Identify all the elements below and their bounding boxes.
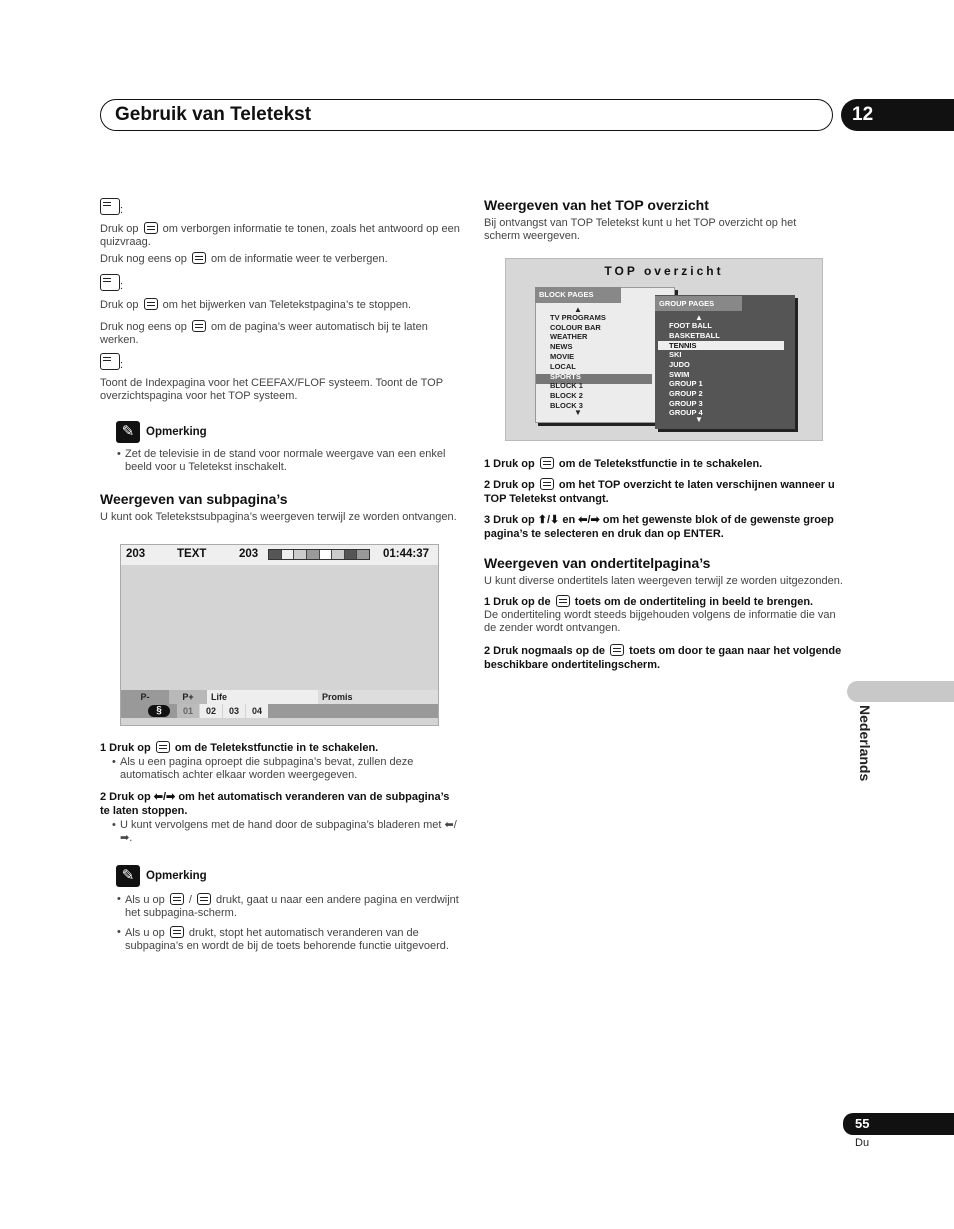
right-step-1a: 1 Druk op: [484, 458, 538, 470]
block-pages-header: BLOCK PAGES: [535, 287, 621, 303]
left-column: [100, 198, 460, 524]
screen-subpage-04: 04: [246, 704, 268, 718]
note-2-b1m: /: [185, 894, 195, 906]
teletext-icon: [156, 741, 170, 753]
block-item: COLOUR BAR: [550, 323, 601, 332]
note-2-b2b: drukt, stopt het automatisch veranderen van de subpagina’s en wordt de bij de toets behorende functie uitgevoerd.: [125, 927, 449, 952]
top-intro: Bij ontvangst van TOP Teletekst kunt u het TOP overzicht op het scherm weergeven.: [484, 217, 797, 242]
chapter-number: 12: [841, 99, 954, 131]
block-pages-panel: [535, 287, 675, 423]
group-item: BASKETBALL: [669, 331, 720, 340]
screen-text-label: TEXT: [177, 548, 207, 560]
right-step-3: 3 Druk op ⬆/⬇ en ⬅/➡ om het gewenste blok of de gewenste groep pagina’s te selecteren en druk dan op ENTER.: [484, 514, 834, 540]
group-item-selected: TENNIS: [669, 341, 697, 350]
reveal-suffix: :: [120, 204, 124, 216]
pencil-icon: ✎: [116, 421, 140, 443]
note-1-bullet: • Zet de televisie in de stand voor normale weergave van een enkel beeld voor u Teletekst inschakelt.: [112, 448, 460, 474]
page-title-text: Gebruik van Teletekst: [115, 104, 312, 125]
subtitles-intro: U kunt diverse ondertitels laten weergeven terwijl ze worden uitgezonden.: [484, 575, 843, 587]
teletext-icon: [540, 457, 554, 469]
reveal-p1: [100, 222, 460, 249]
note-2-b1b: drukt, gaat u naar een andere pagina en verdwijnt het subpagina-scherm.: [125, 894, 459, 919]
screen-clock: 01:44:37: [383, 548, 430, 560]
reveal-section: [100, 198, 460, 266]
screen-page-number: 203: [126, 548, 146, 560]
note-2-b2a: Als u op: [125, 927, 168, 939]
hold-icon: [144, 298, 158, 310]
left-step-1-bullet: • Als u een pagina oproept die subpagina’s bevat, zullen deze automatisch achter elkaar worden weergegeven.: [107, 756, 460, 782]
reveal-p2: [100, 252, 460, 266]
subpage-cycle-icon: §: [148, 705, 170, 717]
index-p1: Toont de Indexpagina voor het CEEFAX/FLOF systeem. Toont de TOP overzichtspagina voor het TOP systeem.: [100, 377, 443, 402]
left-steps: [100, 741, 460, 953]
page-title: [100, 99, 833, 131]
note-2: [116, 865, 460, 953]
top-overview-title: TOP overzicht: [604, 264, 724, 278]
hold-section: [100, 274, 460, 347]
group-item: GROUP 2: [669, 389, 703, 398]
subtitles-step-1: [484, 595, 844, 609]
group-pages-header: GROUP PAGES: [655, 296, 742, 311]
group-item: SKI: [669, 350, 682, 359]
pencil-icon: ✎: [116, 865, 140, 887]
subpages-intro: U kunt ook Teletekstsubpagina’s weergeven terwijl ze worden ontvangen.: [100, 511, 457, 523]
subtitles-heading: Weergeven van ondertitelpagina’s: [484, 555, 711, 571]
top-section: [484, 197, 834, 243]
screen-page-number-2: 203: [239, 548, 259, 560]
hold-button-icon: [100, 274, 120, 291]
block-item: BLOCK 2: [550, 391, 583, 400]
subtitles-step-1b: toets om de ondertiteling in beeld te brengen.: [571, 596, 814, 608]
index-button-icon: [100, 353, 120, 370]
block-item: LOCAL: [550, 362, 576, 371]
hold-p1a: Druk op: [100, 299, 142, 311]
block-down-arrow-icon: ▼: [574, 408, 582, 417]
subpages-heading: Weergeven van subpagina’s: [100, 491, 288, 507]
language-label: Nederlands: [857, 705, 873, 782]
index-icon: [540, 478, 554, 490]
hold-p1: [100, 298, 460, 312]
note-2-bullet-1: [112, 893, 460, 920]
screen-colour-bar: [268, 549, 370, 560]
subtitles-step-2: [484, 644, 844, 672]
hold-p2a: Druk nog eens op: [100, 321, 190, 333]
top-heading: Weergeven van het TOP overzicht: [484, 197, 709, 213]
screen-promis: Promis: [318, 690, 438, 704]
right-step-2b: om het TOP overzicht te laten verschijnen wanneer u TOP Teletekst ontvangt.: [484, 479, 835, 505]
screen-life: Life: [207, 690, 318, 704]
note-1: [116, 421, 460, 474]
group-item: SWIM: [669, 370, 690, 379]
hold-p2b: om de pagina’s weer automatisch bij te laten werken.: [100, 321, 428, 346]
subtitles-step-2a: 2 Druk nogmaals op de: [484, 645, 609, 657]
reveal-p2b: om de informatie weer te verbergen.: [207, 253, 388, 265]
right-steps: [484, 457, 844, 672]
block-item: BLOCK 3: [550, 401, 583, 410]
index-section: [100, 353, 460, 403]
block-item: TV PROGRAMS: [550, 313, 606, 322]
subpage-screen-footer: [121, 690, 438, 720]
page-number: 55: [843, 1113, 954, 1135]
group-pages-panel: [655, 295, 795, 429]
block-item: WEATHER: [550, 332, 588, 341]
reveal-p2a: Druk nog eens op: [100, 253, 190, 265]
subtitle-icon: [556, 595, 570, 607]
reveal-button-icon: [100, 198, 120, 215]
group-item: FOOT BALL: [669, 321, 712, 330]
screen-p-minus: P-: [121, 690, 169, 704]
hold-p2: [100, 320, 460, 347]
right-step-1: [484, 457, 844, 471]
left-step-2: 2 Druk op ⬅/➡ om het automatisch veranderen van de subpagina’s te laten stoppen.: [100, 791, 450, 817]
screen-p-plus: P+: [169, 690, 207, 704]
hold-suffix: :: [120, 280, 124, 292]
block-item: MOVIE: [550, 352, 575, 361]
screen-subpage-03: 03: [223, 704, 245, 718]
group-item: GROUP 1: [669, 379, 703, 388]
right-step-1b: om de Teletekstfunctie in te schakelen.: [555, 458, 763, 470]
subpage-screen-header: [121, 545, 438, 565]
left-step-2-bullet: • U kunt vervolgens met de hand door de subpagina’s bladeren met ⬅/➡.: [107, 819, 460, 845]
screen-subpage-cycle: [121, 704, 177, 718]
screen-subpage-01: 01: [177, 704, 199, 718]
block-item: NEWS: [550, 342, 573, 351]
screen-footer-fill: [268, 704, 438, 718]
left-step-1: [100, 741, 460, 755]
note-2-b1a: Als u op: [125, 894, 168, 906]
screen-subpage-02: 02: [200, 704, 222, 718]
group-item: GROUP 4: [669, 408, 703, 417]
subtitles-step-1a: 1 Druk op de: [484, 596, 554, 608]
group-item: JUDO: [669, 360, 690, 369]
language-tab: [847, 681, 954, 702]
subtitles-step-1-text: De ondertiteling wordt steeds bijgehouden volgens de informatie die van de zender wordt ontvangen.: [484, 609, 836, 634]
index-suffix: :: [120, 359, 124, 371]
right-step-2a: 2 Druk op: [484, 479, 538, 491]
group-down-arrow-icon: ▼: [695, 415, 703, 424]
note-2-label: Opmerking: [146, 870, 207, 882]
block-item: BLOCK 1: [550, 381, 583, 390]
note-1-label: Opmerking: [146, 426, 207, 438]
page-down-icon: [197, 893, 211, 905]
reveal-icon: [192, 252, 206, 264]
hold-p1b: om het bijwerken van Teletekstpagina’s te stoppen.: [159, 299, 412, 311]
block-item-selected: SPORTS: [550, 372, 581, 381]
right-step-2: [484, 478, 844, 506]
group-item: GROUP 3: [669, 399, 703, 408]
subtitle-icon: [610, 644, 624, 656]
reveal-icon: [144, 222, 158, 234]
note-2-bullet-2: [112, 926, 460, 953]
hold-icon: [192, 320, 206, 332]
left-step-1a: 1 Druk op: [100, 742, 154, 754]
page-up-icon: [170, 893, 184, 905]
reveal-p1a: Druk op: [100, 223, 142, 235]
block-up-arrow-icon: ▲: [574, 305, 582, 314]
subtitles-step-2b: toets om door te gaan naar het volgende beschikbare ondertitelingscherm.: [484, 645, 842, 671]
reveal-p1b: om verborgen informatie te tonen, zoals het antwoord op een quizvraag.: [100, 223, 460, 248]
group-up-arrow-icon: ▲: [695, 313, 703, 322]
hold-icon: [170, 926, 184, 938]
page-language-code: Du: [855, 1137, 870, 1149]
left-step-1b: om de Teletekstfunctie in te schakelen.: [171, 742, 379, 754]
